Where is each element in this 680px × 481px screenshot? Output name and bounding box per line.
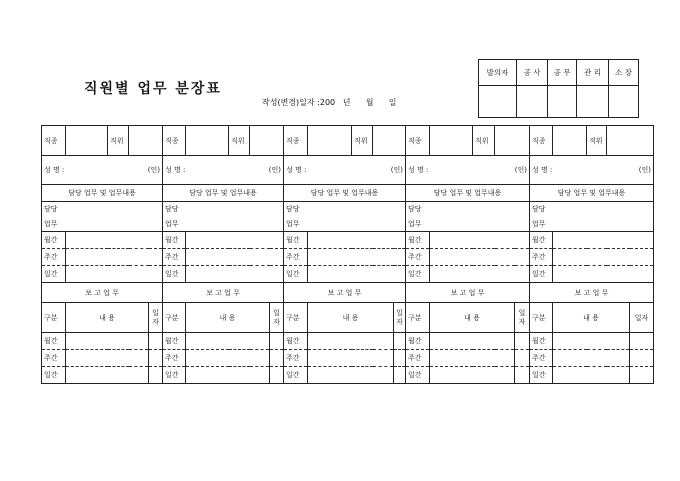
category-label: 구분 [284,303,308,333]
signature-box[interactable] [577,86,609,118]
weekly-field[interactable] [66,249,163,266]
approval-header-row [479,60,639,86]
duty-field[interactable] [308,202,406,232]
content-label: 내 용 [430,303,515,333]
report-content-field[interactable] [308,350,394,367]
seal-mark: (인) [473,156,530,185]
monthly-label: 월간 [42,333,66,350]
category-label: 구분 [163,303,186,333]
approval-signature-row [479,86,639,118]
duty-header: 담당 업무 및 업무내용 [42,185,163,202]
monthly-label: 월간 [42,232,66,249]
content-label: 내 용 [308,303,394,333]
position-label: 직위 [587,126,607,156]
report-date-field[interactable] [630,350,654,367]
weekly-label: 주간 [406,350,430,367]
daily-label: 일간 [530,266,553,283]
report-content-field[interactable] [186,333,270,350]
monthly-field[interactable] [430,232,530,249]
weekly-label: 주간 [163,350,186,367]
duty-label: 담당 [530,202,553,217]
approval-header-construction: 공 사 [517,60,548,86]
monthly-label: 월간 [163,232,186,249]
signature-box[interactable] [548,86,577,118]
weekly-field[interactable] [430,249,530,266]
daily-label: 일간 [406,367,430,384]
content-label: 내 용 [186,303,270,333]
duty-row-1 [42,202,654,217]
job-type-label: 직종 [530,126,553,156]
job-type-field[interactable] [308,126,352,156]
report-date-field[interactable] [394,350,406,367]
report-daily-row [42,367,654,384]
duty-label: 담당 [284,202,308,217]
seal-mark: (인) [108,156,163,185]
duty-label: 담당 [406,202,430,217]
job-type-field[interactable] [430,126,473,156]
weekly-field[interactable] [553,249,654,266]
report-header: 보 고 업 무 [163,283,284,303]
daily-field[interactable] [308,266,406,283]
monthly-label: 월간 [163,333,186,350]
report-content-field[interactable] [308,367,394,384]
report-date-field[interactable] [630,367,654,384]
name-row [42,156,654,185]
position-label: 직위 [473,126,495,156]
daily-label: 일간 [530,367,553,384]
report-content-field[interactable] [66,333,149,350]
job-type-label: 직종 [42,126,66,156]
duty-monthly-row [42,232,654,249]
date-label: 일 자 [149,303,163,333]
approval-header-admin: 관 리 [577,60,609,86]
position-field[interactable] [129,126,163,156]
report-date-field[interactable] [515,333,530,350]
report-date-field[interactable] [394,367,406,384]
name-label: 성 명 : [284,156,352,185]
report-monthly-row [42,333,654,350]
date-label: 일 자 [270,303,284,333]
position-label: 직위 [352,126,373,156]
weekly-label: 주간 [163,249,186,266]
document-title: 직원별 업무 분장표 [84,81,222,97]
duty-assignment-table [41,125,654,384]
report-weekly-row [42,350,654,367]
report-header: 보 고 업 무 [406,283,530,303]
job-type-label: 직종 [163,126,186,156]
position-label: 직위 [108,126,129,156]
report-header-row [42,283,654,303]
monthly-field[interactable] [308,232,406,249]
report-date-field[interactable] [270,333,284,350]
weekly-field[interactable] [308,249,406,266]
date-label: 일자 [630,303,654,333]
report-date-field[interactable] [394,333,406,350]
report-date-field[interactable] [515,367,530,384]
approval-header-director: 소 장 [609,60,639,86]
approval-header-initiator: 발의자 [479,60,517,86]
position-label: 직위 [229,126,250,156]
report-content-field[interactable] [308,333,394,350]
duty-label: 담당 [163,202,186,217]
daily-field[interactable] [186,266,284,283]
report-content-field[interactable] [553,333,630,350]
duty-field[interactable] [186,202,284,232]
weekly-label: 주간 [530,350,553,367]
job-row [42,126,654,156]
daily-label: 일간 [163,367,186,384]
report-date-field[interactable] [149,367,163,384]
monthly-field[interactable] [186,232,284,249]
job-type-label: 직종 [284,126,308,156]
report-header: 보 고 업 무 [42,283,163,303]
report-content-field[interactable] [430,333,515,350]
weekly-field[interactable] [186,249,284,266]
report-date-field[interactable] [630,333,654,350]
seal-mark: (인) [587,156,654,185]
signature-box[interactable] [479,86,517,118]
duty-label: 업무 [42,217,66,232]
daily-label: 일간 [284,266,308,283]
report-date-field[interactable] [270,367,284,384]
position-field[interactable] [373,126,406,156]
duty-header: 담당 업무 및 업무내용 [284,185,406,202]
date-label: 일 자 [394,303,406,333]
approval-table [478,59,639,118]
weekly-label: 주간 [284,249,308,266]
daily-label: 일간 [284,367,308,384]
report-content-field[interactable] [186,367,270,384]
monthly-label: 월간 [530,333,553,350]
report-content-field[interactable] [66,367,149,384]
report-date-field[interactable] [149,333,163,350]
seal-mark: (인) [352,156,406,185]
job-type-field[interactable] [186,126,229,156]
category-label: 구분 [530,303,553,333]
name-label: 성 명 : [42,156,108,185]
daily-label: 일간 [163,266,186,283]
monthly-label: 월간 [284,333,308,350]
name-label: 성 명 : [530,156,587,185]
position-field[interactable] [250,126,284,156]
weekly-label: 주간 [42,249,66,266]
duty-label: 업무 [406,217,430,232]
report-content-field[interactable] [66,350,149,367]
report-date-field[interactable] [149,350,163,367]
position-field[interactable] [607,126,654,156]
position-field[interactable] [495,126,530,156]
report-content-field[interactable] [430,367,515,384]
daily-field[interactable] [553,266,654,283]
job-type-label: 직종 [406,126,430,156]
weekly-label: 주간 [284,350,308,367]
monthly-label: 월간 [406,232,430,249]
monthly-field[interactable] [66,232,163,249]
duty-label: 업무 [284,217,308,232]
duty-header-row [42,185,654,202]
duty-label: 업무 [163,217,186,232]
duty-field[interactable] [430,202,530,232]
date-line: 작성(변경)일자 :200 년 월 일 [262,98,397,107]
daily-field[interactable] [430,266,530,283]
monthly-label: 월간 [530,232,553,249]
report-content-field[interactable] [430,350,515,367]
report-content-field[interactable] [186,350,270,367]
report-date-field[interactable] [515,350,530,367]
duty-header: 담당 업무 및 업무내용 [163,185,284,202]
monthly-label: 월간 [284,232,308,249]
signature-box[interactable] [609,86,639,118]
job-type-field[interactable] [553,126,587,156]
duty-label: 업무 [530,217,553,232]
report-column-row [42,303,654,333]
daily-field[interactable] [66,266,163,283]
duty-daily-row [42,266,654,283]
report-content-field[interactable] [553,350,630,367]
job-type-field[interactable] [66,126,108,156]
date-label: 일 자 [515,303,530,333]
content-label: 내 용 [66,303,149,333]
duty-header: 담당 업무 및 업무내용 [406,185,530,202]
report-date-field[interactable] [270,350,284,367]
content-label: 내 용 [553,303,630,333]
monthly-label: 월간 [406,333,430,350]
duty-field[interactable] [66,202,163,232]
daily-label: 일간 [42,367,66,384]
daily-label: 일간 [42,266,66,283]
approval-header-engineering: 공 무 [548,60,577,86]
report-header: 보 고 업 무 [284,283,406,303]
duty-label: 담당 [42,202,66,217]
name-label: 성 명 : [163,156,229,185]
weekly-label: 주간 [42,350,66,367]
signature-box[interactable] [517,86,548,118]
report-content-field[interactable] [553,367,630,384]
name-label: 성 명 : [406,156,473,185]
duty-field[interactable] [553,202,654,232]
duty-header: 담당 업무 및 업무내용 [530,185,654,202]
report-header: 보 고 업 무 [530,283,654,303]
monthly-field[interactable] [553,232,654,249]
daily-label: 일간 [406,266,430,283]
seal-mark: (인) [229,156,284,185]
category-label: 구분 [406,303,430,333]
weekly-label: 주간 [530,249,553,266]
duty-weekly-row [42,249,654,266]
category-label: 구분 [42,303,66,333]
weekly-label: 주간 [406,249,430,266]
